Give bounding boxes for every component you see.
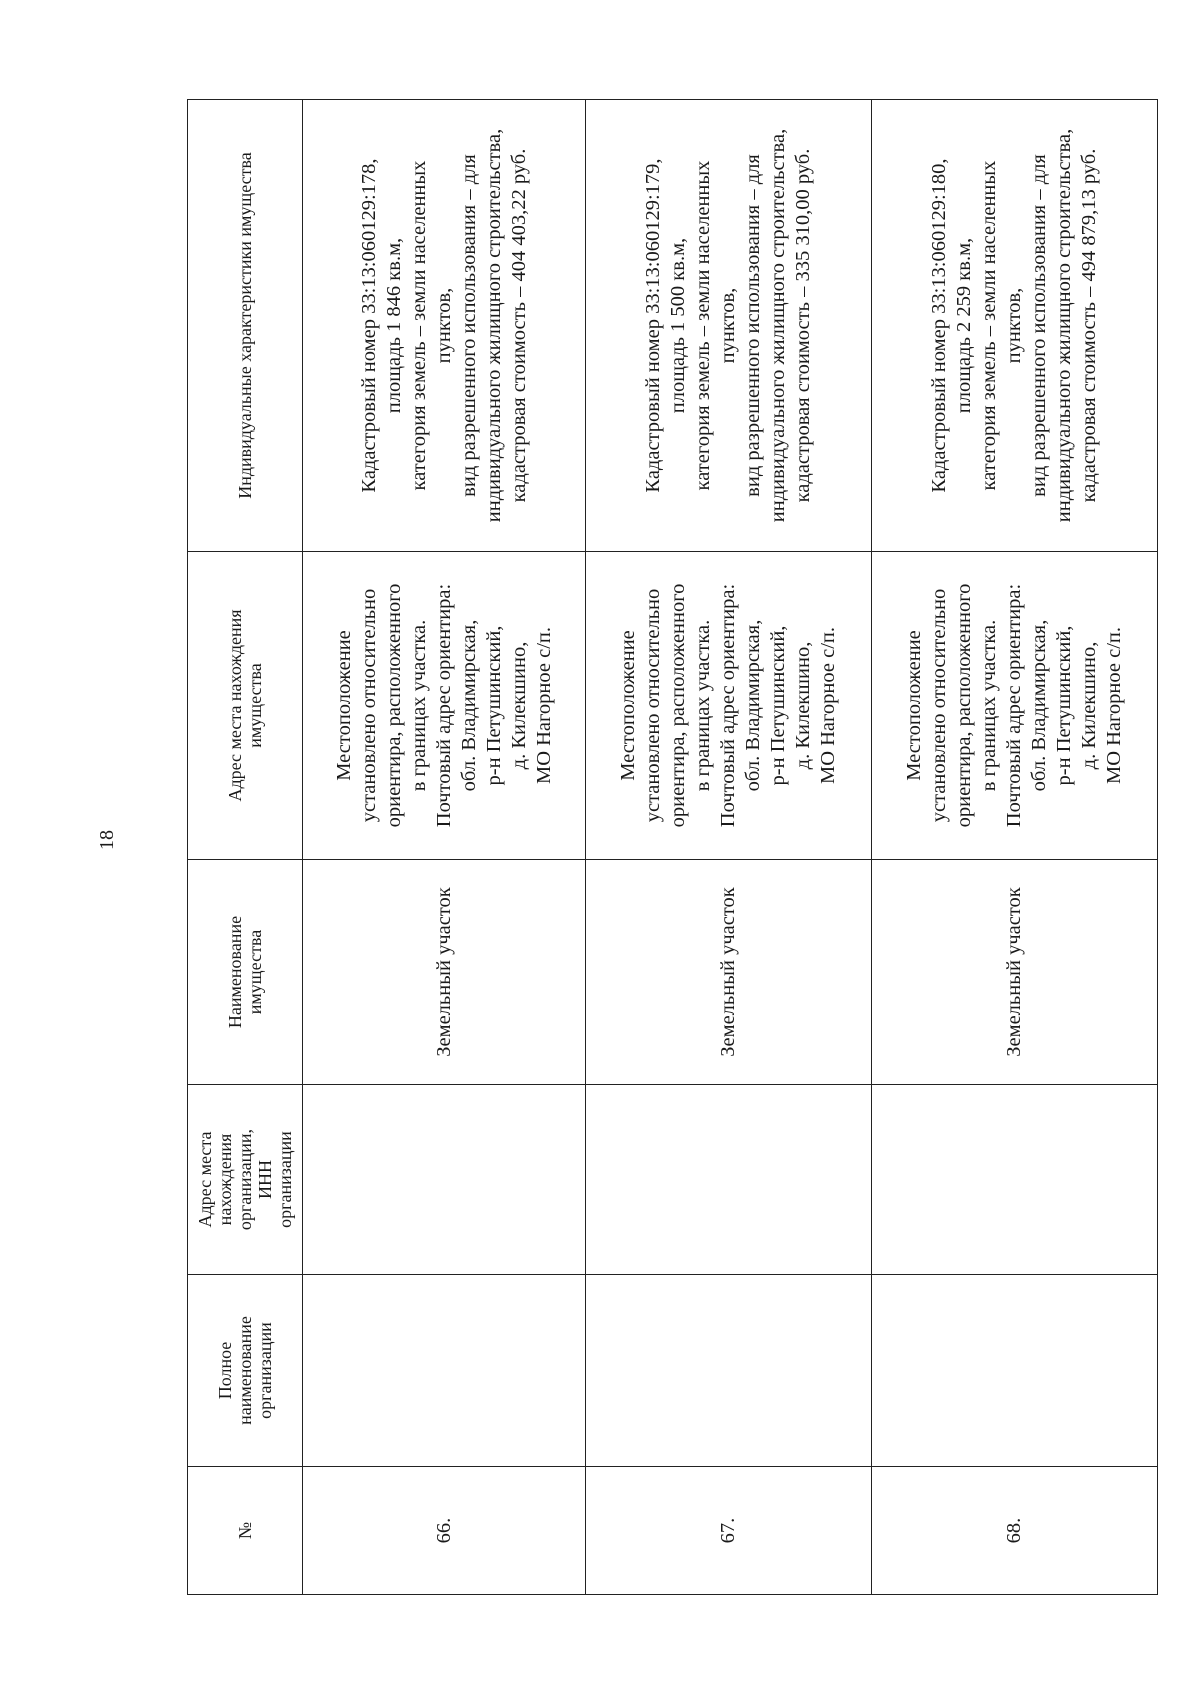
- row-property-address: Местоположение установлено относительно ориентира, расположенного в границах участка. Почтовый адрес ориентира: обл. Владимирская, р-н Петушинский, д. Килекшино, МО Нагорное с/п.: [303, 552, 586, 860]
- row-num: 68.: [872, 1467, 1158, 1595]
- header-property-name: Наименование имущества: [188, 860, 303, 1085]
- row-property-address: Местоположение установлено относительно ориентира, расположенного в границах участка. Почтовый адрес ориентира: обл. Владимирская, р-н Петушинский, д. Килекшино, МО Нагорное с/п.: [872, 552, 1158, 860]
- row-org-address: [586, 1085, 872, 1275]
- row-num: 66.: [303, 1467, 586, 1595]
- row-org-name: [303, 1275, 586, 1467]
- table-row: [303, 100, 586, 1595]
- row-org-address: [872, 1085, 1158, 1275]
- header-property-address: Адрес места нахождения имущества: [188, 552, 303, 860]
- table-row: [872, 100, 1158, 1595]
- row-property-name: Земельный участок: [586, 860, 872, 1085]
- page-number: 18: [96, 830, 118, 850]
- row-property-characteristics: Кадастровый номер 33:13:060129:180, площадь 2 259 кв.м, категория земель – земли населенных пунктов, вид разрешенного использования – для индивидуального жилищного строительства, кадастровая стоимость – 494 879,13 руб.: [872, 100, 1158, 552]
- row-property-address: Местоположение установлено относительно ориентира, расположенного в границах участка. Почтовый адрес ориентира: обл. Владимирская, р-н Петушинский, д. Килекшино, МО Нагорное с/п.: [586, 552, 872, 860]
- row-org-name: [872, 1275, 1158, 1467]
- header-org-name: Полное наименование организации: [188, 1275, 303, 1467]
- header-org-address: Адрес места нахождения организации, ИНН организации: [188, 1085, 303, 1275]
- header-num: №: [188, 1467, 303, 1595]
- row-org-name: [586, 1275, 872, 1467]
- rotated-table-wrapper: [187, 100, 1157, 1595]
- row-property-characteristics: Кадастровый номер 33:13:060129:179, площадь 1 500 кв.м, категория земель – земли населенных пунктов, вид разрешенного использования – для индивидуального жилищного строительства, кадастровая стоимость – 335 310,00 руб.: [586, 100, 872, 552]
- table-row: [586, 100, 872, 1595]
- table-header-row: [188, 100, 303, 1595]
- header-property-characteristics: Индивидуальные характеристики имущества: [188, 100, 303, 552]
- row-property-name: Земельный участок: [872, 860, 1158, 1085]
- row-property-characteristics: Кадастровый номер 33:13:060129:178, площадь 1 846 кв.м, категория земель – земли населенных пунктов, вид разрешенного использования – для индивидуального жилищного строительства, кадастровая стоимость – 404 403,22 руб.: [303, 100, 586, 552]
- row-num: 67.: [586, 1467, 872, 1595]
- row-property-name: Земельный участок: [303, 860, 586, 1085]
- row-org-address: [303, 1085, 586, 1275]
- property-table: [187, 99, 1158, 1595]
